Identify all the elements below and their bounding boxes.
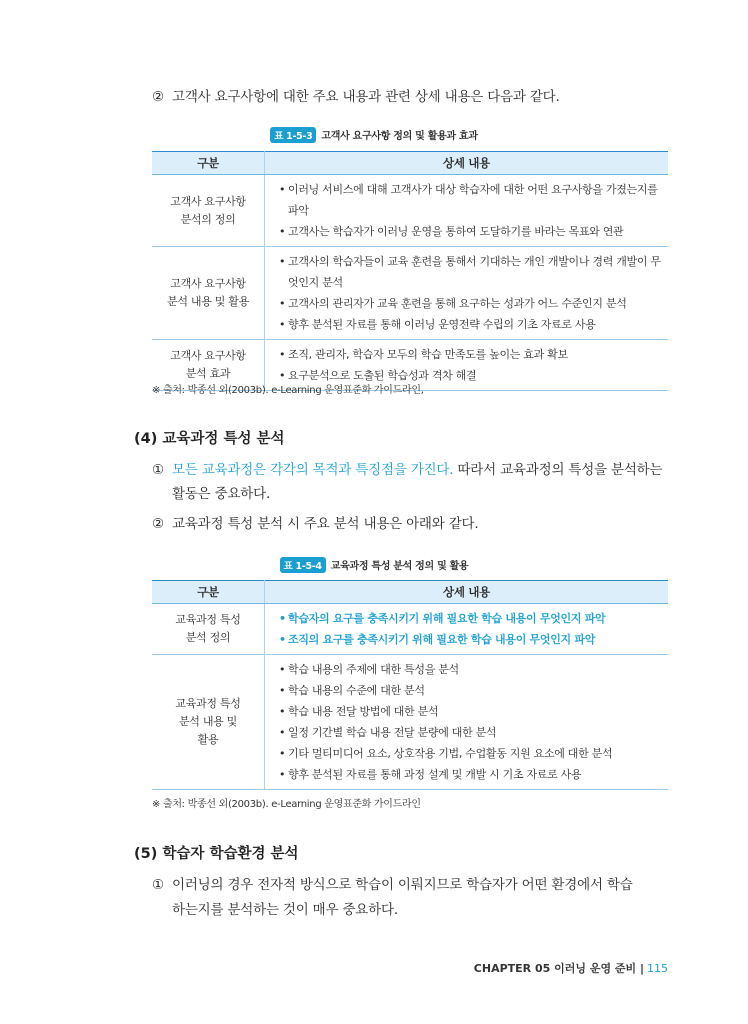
page-footer	[474, 960, 668, 976]
section4-paragraph1: ① 모든 교육과정은 각각의 목적과 특징점을 가진다. 따라서 교육과정의 특성을 분석하는	[152, 462, 663, 478]
list-item: • 학습 내용 전달 방법에 대한 분석	[279, 701, 662, 722]
list-item: • 요구분석으로 도출된 학습성과 격차 해결	[279, 365, 662, 386]
list-item: • 조직의 요구를 충족시키기 위해 필요한 학습 내용이 무엇인지 파악	[279, 629, 662, 650]
table1-header-category: 구분	[152, 152, 265, 175]
list-item: • 학습 내용의 수준에 대한 분석	[279, 680, 662, 701]
table1	[152, 151, 668, 391]
table-row: 고객사 요구사항 분석의 정의 • 이러닝 서비스에 대해 고객사가 대상 학습자에 대한 어떤 요구사항을 가졌는지를 파악 • 고객사는 학습자가 이러닝 운영을 통하여 도달하기를 바라는 목표와 연관	[152, 175, 668, 247]
table1-header-detail: 상세 내용	[265, 152, 669, 175]
table1-badge: 표 1-5-3	[270, 127, 316, 143]
table-row: 고객사 요구사항 분석 효과 • 조직, 관리자, 학습자 모두의 학습 만족도를 높이는 효과 확보 • 요구분석으로 도출된 학습성과 격차 해결	[152, 340, 668, 391]
list-item: • 이러닝 서비스에 대해 고객사가 대상 학습자에 대한 어떤 요구사항을 가졌는지를 파악	[279, 179, 662, 221]
section4-heading: (4) 교육과정 특성 분석	[134, 431, 285, 447]
list-item: • 고객사는 학습자가 이러닝 운영을 통하여 도달하기를 바라는 목표와 연관	[279, 221, 662, 242]
table-row: 교육과정 특성 분석 정의 • 학습자의 요구를 충족시키기 위해 필요한 학습 내용이 무엇인지 파악 • 조직의 요구를 충족시키기 위해 필요한 학습 내용이 무엇인지 파악	[152, 604, 668, 655]
table2-badge: 표 1-5-4	[280, 557, 326, 573]
table2-header-detail: 상세 내용	[265, 581, 669, 604]
list-item: • 고객사의 관리자가 교육 훈련을 통해 요구하는 성과가 어느 수준인지 분석	[279, 293, 662, 314]
table1-caption: 표 1-5-3 고객사 요구사항 정의 및 활용과 효과	[0, 127, 748, 143]
section4-paragraph1-cont: 활동은 중요하다.	[172, 486, 271, 502]
list-item: • 향후 분석된 자료를 통해 이러닝 운영전략 수립의 기초 자료로 사용	[279, 314, 662, 335]
section5-paragraph1: ① 이러닝의 경우 전자적 방식으로 학습이 이뤄지므로 학습자가 어떤 환경에서 학습	[152, 877, 633, 893]
table2-caption: 표 1-5-4 교육과정 특성 분석 정의 및 활용	[0, 557, 748, 573]
section4-paragraph2: ② 교육과정 특성 분석 시 주요 분석 내용은 아래와 같다.	[152, 516, 479, 532]
list-item: • 고객사의 학습자들이 교육 훈련을 통해서 기대하는 개인 개발이나 경력 개발이 무엇인지 분석	[279, 251, 662, 293]
table2-source: ※ 출처: 박종선 외(2003b). e-Learning 운영표준화 가이드라인	[152, 799, 421, 810]
list-item: • 기타 멀티미디어 요소, 상호작용 기법, 수업활동 지원 요소에 대한 분석	[279, 743, 662, 764]
list-item: • 일정 기간별 학습 내용 전달 분량에 대한 분석	[279, 722, 662, 743]
highlight-text: 모든 교육과정은 각각의 목적과 특징점을 가진다.	[172, 462, 454, 478]
table2-header-category: 구분	[152, 581, 265, 604]
list-item: • 학습 내용의 주제에 대한 특성을 분석	[279, 659, 662, 680]
table-row: 교육과정 특성 분석 내용 및 활용 • 학습 내용의 주제에 대한 특성을 분석 • 학습 내용의 수준에 대한 분석 • 학습 내용 전달 방법에 대한 분석 • 일정 기간별 학습 내용 전달 분량에 대한 분석 • 기타 멀티미디어 요소, 상호작용 기법, 수업활동 지원 요소에 대한 분석 • 향후 분석된 자료를 통해 과정 설계 및 개발 시 기초 자료로 사용	[152, 655, 668, 790]
chapter-label: CHAPTER 05 이러닝 운영 준비 |	[473, 962, 644, 975]
section5-heading: (5) 학습자 학습환경 분석	[134, 846, 299, 862]
section5-paragraph1-cont: 하는지를 분석하는 것이 매우 중요하다.	[172, 902, 398, 918]
page-number: 115	[647, 962, 668, 975]
list-item: • 학습자의 요구를 충족시키기 위해 필요한 학습 내용이 무엇인지 파악	[279, 608, 662, 629]
list-item: • 조직, 관리자, 학습자 모두의 학습 만족도를 높이는 효과 확보	[279, 344, 662, 365]
table2	[152, 580, 668, 790]
intro-paragraph: ② 고객사 요구사항에 대한 주요 내용과 관련 상세 내용은 다음과 같다.	[152, 89, 560, 105]
table1-source: ※ 출처: 박종선 외(2003b). e-Learning 운영표준화 가이드라인,	[152, 385, 424, 396]
list-item: • 향후 분석된 자료를 통해 과정 설계 및 개발 시 기초 자료로 사용	[279, 764, 662, 785]
table-row: 고객사 요구사항 분석 내용 및 활용 • 고객사의 학습자들이 교육 훈련을 통해서 기대하는 개인 개발이나 경력 개발이 무엇인지 분석 • 고객사의 관리자가 교육 훈련을 통해 요구하는 성과가 어느 수준인지 분석 • 향후 분석된 자료를 통해 이러닝 운영전략 수립의 기초 자료로 사용	[152, 247, 668, 340]
